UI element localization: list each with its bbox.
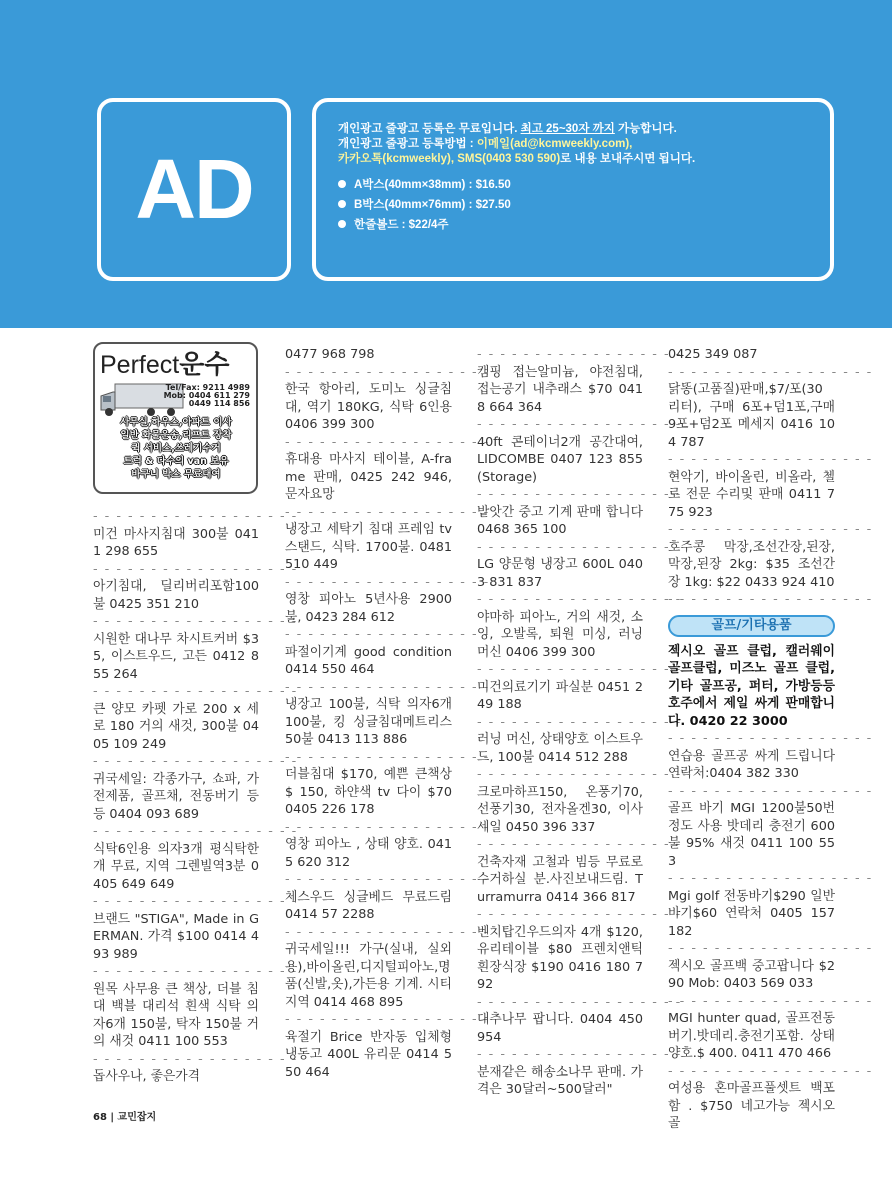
separator: - - - - - - - - - - - - - - - - - - [285,872,490,887]
title-ko: 운수 [179,349,230,379]
separator: - - - - - - - - - - - - - - - - - - [668,783,873,799]
classified-entry: 휴대용 마사지 테이블, A-frame 판매, 0425 242 946, 문자요망 [285,452,452,502]
classified-entry: 미건의료기기 파실분 0451 249 188 [477,679,643,712]
separator: - - - - - - - - - - - - - - - - - - [285,574,490,590]
classified-entry: 귀국세일: 각종가구, 쇼파, 가전제품, 골프채, 전동버기 등등 0404 093 689 [93,771,259,822]
info-line-3 [338,152,808,167]
classified-column-3 [477,346,682,1099]
bullet-icon [338,200,346,208]
separator: - - - - - - - - - - - - - - - - - - [668,592,873,607]
classified-entry: 현악기, 바이올린, 비올라, 첼로 전문 수리및 판매 0411 775 923 [668,469,835,520]
classified-entry: 러닝 머신, 상태양호 이스트우드, 100불 0414 512 288 [477,732,643,765]
classified-entry: 냉장고 100불, 식탁 의자6개 100불, 킹 싱글침대메트리스 50불 0413 113 886 [285,697,452,747]
classified-entry: 영창 피아노 , 상태 양호. 0415 620 312 [285,837,452,870]
separator: - - - - - - - - - - - - - - - - - - [477,907,682,922]
separator: - - - - - - - - - - - - - - - - - - [93,684,298,699]
separator: - - - - - - - - - - - - - - - - - - [93,509,298,524]
classified-column-1 [93,508,298,1086]
service-item: 퀵 서비스,쓰레기수거 [131,443,221,454]
separator: - - - - - - - - - - - - - - - - - - [477,837,682,852]
classified-entry: 분재같은 해송소나무 판매. 가격은 30달러~500달러" [477,1064,643,1097]
bullet-icon [338,180,346,188]
classified-entry: 냉장고 세탁기 침대 프레임 tv 스탠드, 식탁. 1700불. 0481 510 449 [285,522,452,572]
classified-entry: 대추나무 팝니다. 0404 450 954 [477,1012,643,1045]
classified-entry: 더블침대 $170, 예쁜 큰책상 $ 150, 하얀색 tv 다이 $70 0405 226 178 [285,767,452,817]
classified-entry: 야마하 피아노, 거의 새것, 소잉, 오발록, 퇴원 미싱, 러닝 머신 0406 399 300 [477,609,643,660]
classified-entry: 파절이기계 good condition 0414 550 464 [285,644,452,677]
classified-entry: 체스우드 싱글베드 무료드림 0414 57 2288 [285,889,452,922]
service-item: 바구니 박스 무료대여 [131,469,221,480]
info-line-1 [338,122,808,137]
classified-entry: MGI hunter quad, 골프전동버기.밧데리.충전기포함. 상태양호.$ 400. 0411 470 466 [668,1011,835,1061]
classified-entry: 캠핑 접는알미늄, 야전침대, 접는공기 내추래스 $70 0418 664 364 [477,364,643,415]
kakao-sms: 카카오톡(kcmweekly), SMS(0403 530 590) [338,153,561,165]
classified-entry: 시원한 대나무 차시트커버 $35, 이스트우드, 고든 0412 855 264 [93,631,259,682]
separator: - - - - - - - - - - - - - - - - - - [285,504,490,520]
classified-entry: 건축자재 고철과 빔등 무료로 수거하실 분.사진보내드림. Turramurra 0414 366 817 [477,854,643,905]
classified-entry: 0425 349 087 [668,347,758,362]
classified-entry: 연습용 골프공 싸게 드립니다 연락처:0404 382 330 [668,748,835,781]
classified-column-4 [668,346,873,1133]
separator: - - - - - - - - - - - - - - - - - - [93,754,298,769]
price-list [338,175,808,235]
classified-entry: 0477 968 798 [285,347,375,362]
page-number: 68 [93,1112,107,1123]
category-golf-header: 골프/기타용품 [668,615,835,637]
classified-entry: 여성용 혼마골프풀셋트 백포함 . $750 네고가능 젝시오 골 [668,1081,835,1131]
perfect-contact [164,384,250,408]
classified-entry: 큰 양모 카펫 가로 200 x 세로 180 거의 새것, 300불 0405 109 249 [93,701,259,752]
service-item: 일반 화물운송,리프트 장착 [120,430,232,441]
separator: - - - - - - - - - - - - - - - - - - [668,941,873,956]
classified-entry: 골프 바기 MGI 1200불50번정도 사용 밧데리 충전기 600불 95% 새것 0411 100 553 [668,801,835,869]
contact-tel: Tel/Fax: 9211 4989 [165,383,250,392]
classified-column-2 [285,346,490,1081]
info-text: 개인광고 줄광고 등록은 무료입니다. [338,123,521,135]
separator: - - - - - - - - - - - - - - - - - - [477,714,682,730]
footer-divider: | [110,1112,118,1123]
price-bold [338,215,808,235]
info-text: 개인광고 줄광고 등록방법 : [338,138,477,150]
separator: - - - - - - - - - - - - - - - - - - [93,614,298,629]
classified-entry: 브랜드 "STIGA", Made in GERMAN. 가격 $100 0414 493 989 [93,911,259,962]
separator: - - - - - - - - - - - - - - - - - - [668,731,873,746]
price-text: B박스(40mm×76mm) : $27.50 [354,199,511,211]
separator: - - - - - - - - - - - - - - - - - - [93,964,298,979]
separator: - - - - - - - - - - - - - - - - - - [668,871,873,886]
separator: - - - - - - - - - - - - - - - - - - [285,749,490,765]
separator: - - - - - - - - - - - - - - - - - - [285,434,490,450]
classified-entry: LG 양문형 냉장고 600L 0403 831 837 [477,557,643,590]
separator: - - - - - - - - - - - - - - - - - - [668,364,873,380]
page-footer [93,1108,156,1123]
price-text: A박스(40mm×38mm) : $16.50 [354,179,511,191]
separator: - - - - - - - - - - - - - - - - - - [477,347,682,362]
service-item: 트럭 & 다수의 van 보유 [123,456,229,467]
separator: - - - - - - - - - - - - - - - - - - [668,452,873,467]
separator: - - - - - - - - - - - - - - - - - - [477,539,682,555]
separator: - - - - - - - - - - - - - - - - - - [285,627,490,642]
classified-entry: 닭똥(고품질)판매,$7/포(30리터), 구매 6포+덤1포,구매9포+덤2포 메세지 0416 104 787 [668,382,835,450]
service-item: 사무실,하우스,아파트 이사 [120,417,232,428]
separator: - - - - - - - - - - - - - - - - - - [477,592,682,607]
ad-label: AD [135,142,253,236]
separator: - - - - - - - - - - - - - - - - - - [668,522,873,537]
separator: - - - - - - - - - - - - - - - - - - [668,1063,873,1079]
separator: - - - - - - - - - - - - - - - - - - [285,364,490,380]
perfect-title [100,344,229,381]
email-link[interactable]: 이메일(ad@kcmweekly.com), [476,138,633,150]
separator: - - - - - - - - - - - - - - - - - - [477,417,682,432]
classified-entry: 영창 피아노 5년사용 2900불, 0423 284 612 [285,592,452,625]
classified-entry: 돕사우나, 좋은가격 [93,1069,201,1084]
perfect-moving-ad [93,342,258,494]
contact-mob2: 0449 114 856 [188,399,250,408]
separator: - - - - - - - - - - - - - - - - - - [477,1047,682,1062]
classified-entry: 40ft 콘테이너2개 공간대여, LIDCOMBE 0407 123 855 (Storage) [477,434,643,485]
info-line-2 [338,137,808,152]
price-a [338,175,808,195]
ad-info-box [312,98,834,281]
classified-entry: 귀국세일!!! 가구(실내, 실외용),바이올린,디지털피아노,명품(신발,옷),가든용 기계. 시티지역 0414 468 895 [285,942,452,1010]
classified-entry: Mgi golf 전동바기$290 일반바기$60 연락처 0405 157 182 [668,888,835,939]
classified-entry: 육절기 Brice 반자동 입체형 냉동고 400L 유리문 0414 550 464 [285,1029,452,1080]
classified-entry: 호주콩 막장,조선간장,된장, 막장,된장 2kg: $35 조선간장 1kg: $22 0433 924 410 [668,539,835,590]
classified-entry: 크로마하프150, 온풍기70, 선풍기30, 전자올겐30, 이사세일 0450 396 337 [477,784,643,835]
classified-entry: 미건 마사지침대 300불 0411 298 655 [93,526,259,559]
separator: - - - - - - - - - - - - - - - - - - [285,679,490,695]
separator: - - - - - - - - - - - - - - - - - - [93,824,298,839]
classified-entry: 아기침대, 딜리버리포함100불 0425 351 210 [93,579,259,612]
separator: - - - - - - - - - - - - - - - - - - [477,994,682,1010]
separator: - - - - - - - - - - - - - - - - - - [668,993,873,1009]
ad-banner [0,0,892,328]
bullet-icon [338,220,346,228]
separator: - - - - - - - - - - - - - - - - - - [285,819,490,835]
classified-entry: 원목 사무용 큰 책상, 더블 침대 백블 대리석 흰색 식탁 의자6개 150불, 탁자 150불 거의 새것 0411 100 553 [93,981,259,1049]
info-text: 가능합니다. [614,123,677,135]
info-text: 로 내용 보내주시면 됩니다. [560,153,696,165]
featured-golf-ad: 젝시오 골프 클럽, 캘러웨이 골프클럽, 미즈노 골프 클럽, 기타 골프공, 퍼터, 가방등등 호주에서 제일 싸게 판매합니다. 0420 22 3000 [668,643,835,729]
price-text: 한줄볼드 : $22/4주 [354,219,449,231]
price-b [338,195,808,215]
separator: - - - - - - - - - - - - - - - - - - [93,1051,298,1067]
perfect-services [101,416,251,481]
separator: - - - - - - - - - - - - - - - - - - [285,1012,490,1027]
separator: - - - - - - - - - - - - - - - - - - [477,487,682,502]
separator: - - - - - - - - - - - - - - - - - - [477,767,682,782]
separator: - - - - - - - - - - - - - - - - - - [477,662,682,677]
title-en: Perfect [100,351,180,379]
contact-mob: Mob: 0404 611 279 [163,391,250,400]
ad-label-box [97,98,291,281]
classified-entry: 식탁6인용 의자3개 평식탁한개 무료, 지역 그렌빌역3분 0405 649 649 [93,841,259,892]
classified-entry: 벤치탑긴우드의자 4개 $120, 유리테이블 $80 프렌치앤틱 흰장식장 $190 0416 180 792 [477,924,643,992]
separator: - - - - - - - - - - - - - - - - - - [285,924,490,940]
info-limit: 최고 25~30자 까지 [520,123,615,135]
separator: - - - - - - - - - - - - - - - - - - [93,561,298,577]
separator: - - - - - - - - - - - - - - - - - - [93,894,298,909]
classified-entry: 한국 항아리, 도미노 싱글침대, 역기 180KG, 식탁 6인용 0406 399 300 [285,382,452,432]
classified-entry: 밭앗간 중고 기계 판매 합니다 0468 365 100 [477,504,643,537]
magazine-name: 교민잡지 [117,1112,157,1123]
classified-entry: 젝시오 골프백 중고팝니다 $290 Mob: 0403 569 033 [668,958,835,991]
